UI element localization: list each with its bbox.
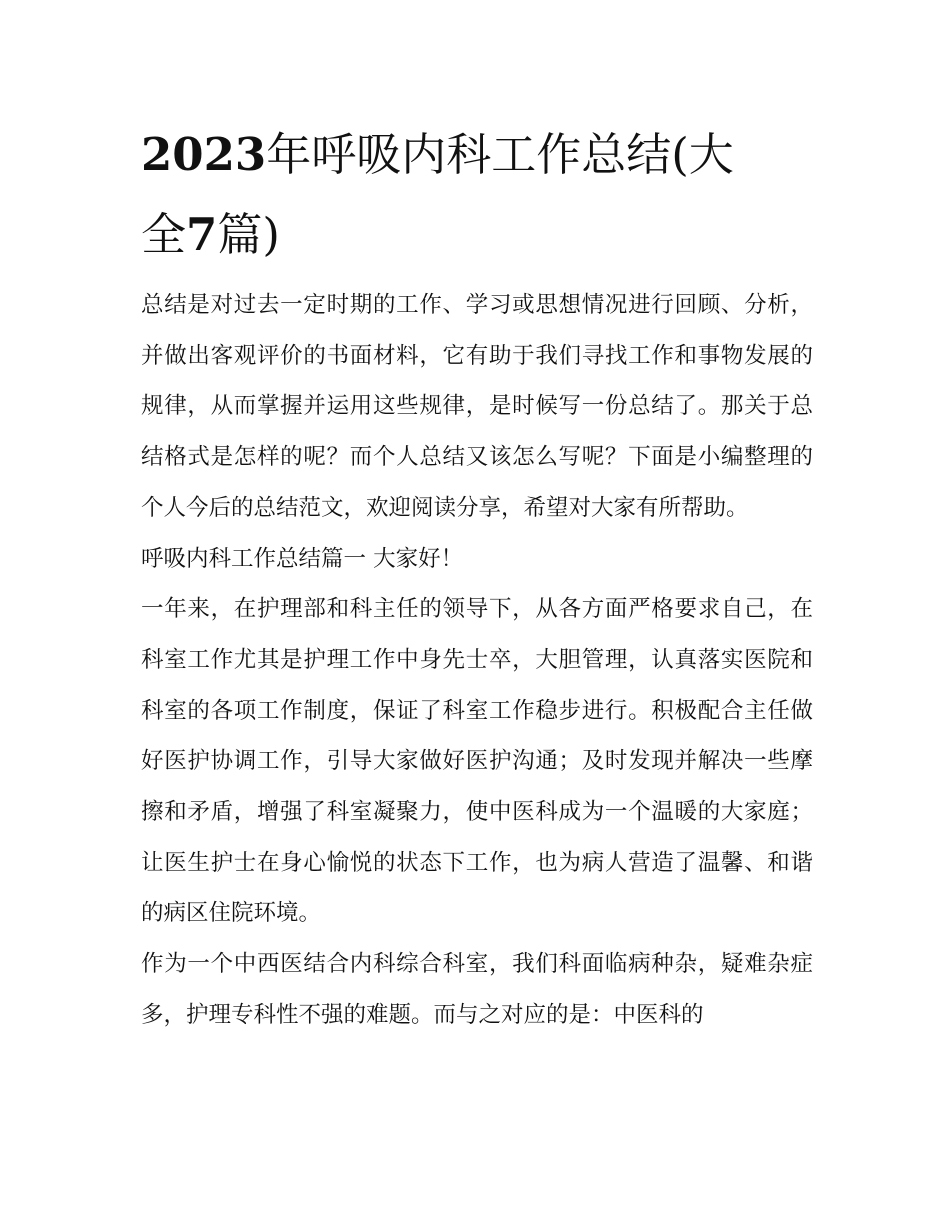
title-count: 7	[186, 208, 218, 261]
paragraph-body-2: 作为一个中西医结合内科综合科室，我们科面临病种杂，疑难杂症多，护理专科性不强的难题。而与之对应的是：中医科的	[141, 951, 813, 1028]
title-text-line2-end: 篇)	[217, 208, 280, 261]
document-body	[141, 280, 813, 1041]
document-title	[141, 115, 821, 275]
title-text-line2-start: 全	[141, 208, 187, 261]
paragraph-intro: 总结是对过去一定时期的工作、学习或思想情况进行回顾、分析，并做出客观评价的书面材料，它有助于我们寻找工作和事物发展的规律，从而掌握并运用这些规律，是时候写一份总结了。那关于总结格式是怎样的呢？而个人总结又该怎么写呢？下面是小编整理的个人今后的总结范文，欢迎阅读分享，希望对大家有所帮助。	[141, 292, 813, 521]
paragraph-section-heading: 呼吸内科工作总结篇一 大家好！	[141, 545, 464, 572]
title-year: 2023	[141, 128, 267, 181]
paragraph-body-1: 一年来，在护理部和科主任的领导下，从各方面严格要求自己，在科室工作尤其是护理工作中身先士卒，大胆管理，认真落实医院和科室的各项工作制度，保证了科室工作稳步进行。积极配合主任做好医护协调工作，引导大家做好医护沟通；及时发现并解决一些摩擦和矛盾，增强了科室凝聚力，使中医科成为一个温暖的大家庭；让医生护士在身心愉悦的状态下工作，也为病人营造了温馨、和谐的病区住院环境。	[141, 596, 813, 927]
title-text-line1: 年呼吸内科工作总结(大	[266, 128, 734, 181]
